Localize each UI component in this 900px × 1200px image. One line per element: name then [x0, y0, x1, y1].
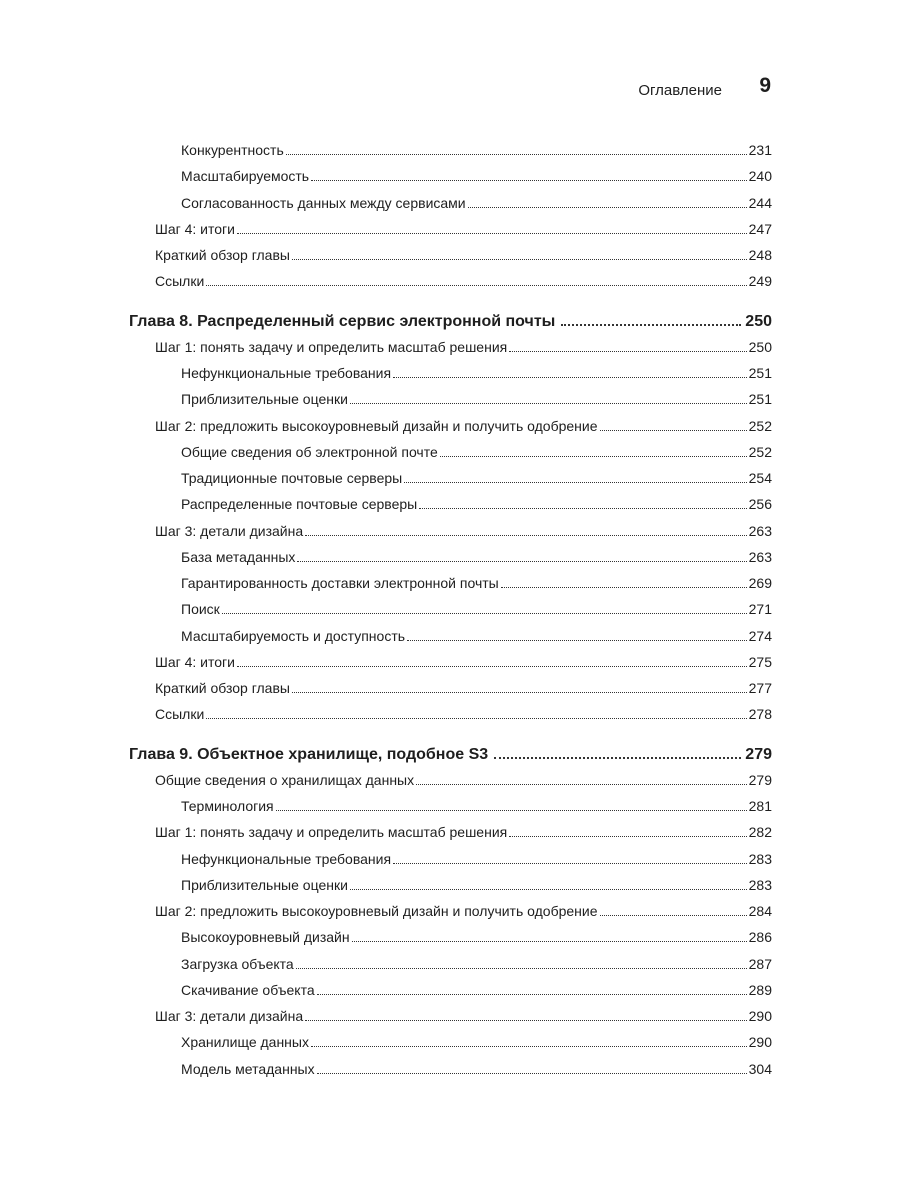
toc-entry-title: Традиционные почтовые серверы — [181, 470, 403, 486]
toc-entry-page: 256 — [748, 496, 772, 513]
toc-entry-title: Общие сведения об электронной почте — [181, 443, 438, 460]
toc-entry-line — [181, 1034, 772, 1050]
toc-entry-line — [155, 221, 772, 237]
toc-entry-title: Загрузка объекта — [181, 955, 294, 972]
toc-entry-title: Конкурентность — [181, 142, 284, 158]
dot-leader — [237, 666, 747, 667]
dot-leader — [600, 430, 747, 431]
toc-entry-page: 263 — [748, 548, 772, 565]
dot-leader — [305, 535, 747, 536]
table-of-contents — [0, 137, 900, 1082]
dot-leader — [311, 1046, 747, 1047]
toc-subsection-entry[interactable] — [0, 190, 900, 216]
toc-subsection-entry[interactable] — [0, 163, 900, 189]
dot-leader — [501, 587, 747, 588]
toc-entry-line — [181, 929, 772, 945]
toc-section-entry[interactable] — [0, 413, 900, 439]
toc-entry-page: 251 — [748, 365, 772, 381]
dot-leader — [276, 810, 747, 811]
toc-subsection-entry[interactable] — [0, 386, 900, 412]
dot-leader — [206, 718, 746, 719]
toc-entry-page: 271 — [748, 601, 772, 618]
dot-leader — [311, 180, 747, 181]
dot-leader — [350, 889, 747, 890]
toc-subsection-entry[interactable] — [0, 1029, 900, 1055]
toc-entry-title: Масштабируемость — [181, 168, 310, 185]
toc-section-entry[interactable] — [0, 819, 900, 845]
toc-subsection-entry[interactable] — [0, 137, 900, 163]
toc-entry-line — [155, 903, 772, 919]
toc-entry-line — [129, 746, 772, 764]
toc-entry-page: 269 — [748, 575, 772, 591]
dot-leader — [237, 233, 747, 234]
dot-leader — [404, 482, 746, 483]
toc-entry-title: Приблизительные оценки — [181, 391, 348, 408]
toc-entry-title: Хранилище данных — [181, 1034, 309, 1051]
toc-section-entry[interactable] — [0, 675, 900, 701]
dot-leader — [292, 259, 747, 260]
toc-subsection-entry[interactable] — [0, 846, 900, 872]
dot-leader — [317, 994, 747, 995]
dot-leader — [222, 613, 747, 614]
toc-subsection-entry[interactable] — [0, 544, 900, 570]
toc-entry-page: 244 — [748, 194, 772, 211]
toc-entry-page: 231 — [748, 142, 772, 158]
toc-entry-page: 250 — [745, 312, 772, 330]
toc-section-entry[interactable] — [0, 898, 900, 924]
toc-entry-page: 284 — [748, 903, 772, 919]
toc-entry-page: 279 — [745, 745, 772, 763]
toc-entry-line — [181, 1061, 772, 1077]
toc-subsection-entry[interactable] — [0, 623, 900, 649]
toc-subsection-entry[interactable] — [0, 977, 900, 1003]
toc-entry-line — [181, 798, 772, 814]
dot-leader — [296, 968, 747, 969]
dot-leader — [419, 508, 746, 509]
toc-entry-title: Скачивание объекта — [181, 981, 315, 998]
toc-entry-page: 252 — [748, 417, 772, 434]
toc-entry-title: Глава 9. Объектное хранилище, подобное S3 — [129, 745, 489, 763]
page-header — [0, 74, 900, 104]
dot-leader — [286, 154, 747, 155]
toc-entry-title: Нефункциональные требования — [181, 850, 392, 867]
toc-entry-title: Ссылки — [155, 706, 205, 723]
toc-entry-line — [181, 496, 772, 512]
toc-section-entry[interactable] — [0, 334, 900, 360]
toc-section-entry[interactable] — [0, 216, 900, 242]
toc-entry-line — [155, 706, 772, 722]
toc-entry-page: 286 — [748, 929, 772, 946]
toc-entry-line — [181, 575, 772, 591]
toc-entry-line — [181, 982, 772, 998]
dot-leader — [297, 561, 746, 562]
toc-entry-line — [155, 418, 772, 434]
toc-entry-title: Шаг 3: детали дизайна — [155, 522, 304, 539]
dot-leader — [509, 351, 746, 352]
toc-chapter-entry[interactable] — [0, 308, 900, 334]
dot-leader — [440, 456, 747, 457]
toc-subsection-entry[interactable] — [0, 793, 900, 819]
dot-leader — [600, 915, 747, 916]
toc-entry-title: Краткий обзор главы — [155, 247, 290, 263]
toc-entry-title: Поиск — [181, 601, 220, 618]
toc-subsection-entry[interactable] — [0, 491, 900, 517]
toc-entry-page: 281 — [748, 798, 772, 814]
toc-entry-title: Общие сведения о хранилищах данных — [155, 771, 415, 788]
dot-leader — [393, 377, 747, 378]
toc-entry-line — [155, 273, 772, 289]
toc-entry-page: 278 — [748, 706, 772, 723]
toc-entry-title: Шаг 1: понять задачу и определить масштаб решения — [155, 338, 508, 355]
dot-leader — [509, 836, 746, 837]
toc-entry-title: Шаг 2: предложить высокоуровневый дизайн и получить одобрение — [155, 417, 598, 434]
toc-entry-line — [181, 365, 772, 381]
toc-entry-page: 304 — [748, 1060, 772, 1077]
toc-section-entry[interactable] — [0, 242, 900, 268]
toc-section-entry[interactable] — [0, 701, 900, 727]
toc-entry-title: Распределенные почтовые серверы — [181, 496, 418, 513]
toc-subsection-entry[interactable] — [0, 951, 900, 977]
toc-entry-line — [181, 851, 772, 867]
toc-entry-title: Шаг 4: итоги — [155, 653, 235, 670]
toc-section-entry[interactable] — [0, 649, 900, 675]
toc-entry-line — [181, 444, 772, 460]
toc-entry-line — [181, 195, 772, 211]
toc-entry-line — [181, 470, 772, 486]
toc-entry-line — [181, 391, 772, 407]
dot-leader — [352, 941, 747, 942]
toc-section-entry[interactable] — [0, 767, 900, 793]
dot-leader — [407, 640, 747, 641]
toc-entry-line — [181, 628, 772, 644]
toc-entry-page: 283 — [748, 876, 772, 893]
page-number: 9 — [759, 74, 771, 97]
toc-section-entry[interactable] — [0, 268, 900, 294]
toc-entry-page: 240 — [748, 168, 772, 185]
toc-subsection-entry[interactable] — [0, 570, 900, 596]
toc-entry-line — [155, 1008, 772, 1024]
toc-subsection-entry[interactable] — [0, 360, 900, 386]
dot-leader — [317, 1073, 747, 1074]
toc-entry-title: Гарантированность доставки электронной почты — [181, 575, 499, 591]
dot-leader — [416, 784, 747, 785]
toc-entry-page: 263 — [748, 522, 772, 539]
toc-entry-page: 283 — [748, 850, 772, 867]
toc-entry-page: 274 — [748, 627, 772, 644]
dot-leader — [561, 324, 741, 326]
dot-leader — [305, 1020, 747, 1021]
toc-entry-title: Шаг 3: детали дизайна — [155, 1008, 304, 1024]
toc-subsection-entry[interactable] — [0, 465, 900, 491]
toc-entry-title: Модель метаданных — [181, 1060, 315, 1077]
toc-entry-title: Глава 8. Распределенный сервис электронной почты — [129, 312, 556, 330]
toc-entry-page: 249 — [748, 273, 772, 290]
toc-entry-title: Высокоуровневый дизайн — [181, 929, 350, 946]
toc-entry-title: База метаданных — [181, 548, 296, 565]
dot-leader — [468, 207, 747, 208]
toc-entry-title: Ссылки — [155, 273, 205, 290]
toc-entry-title: Согласованность данных между сервисами — [181, 194, 466, 211]
toc-entry-title: Масштабируемость и доступность — [181, 627, 406, 644]
toc-subsection-entry[interactable] — [0, 596, 900, 622]
toc-entry-page: 247 — [748, 220, 772, 237]
toc-entry-page: 250 — [748, 338, 772, 355]
toc-entry-page: 252 — [748, 443, 772, 460]
toc-entry-line — [155, 824, 772, 840]
toc-subsection-entry[interactable] — [0, 872, 900, 898]
toc-subsection-entry[interactable] — [0, 924, 900, 950]
toc-entry-page: 290 — [748, 1034, 772, 1051]
toc-entry-line — [181, 877, 772, 893]
dot-leader — [206, 285, 746, 286]
toc-chapter-entry[interactable] — [0, 741, 900, 767]
toc-section-entry[interactable] — [0, 518, 900, 544]
dot-leader — [350, 403, 747, 404]
toc-entry-page: 275 — [748, 653, 772, 670]
toc-entry-page: 251 — [748, 391, 772, 408]
toc-entry-title: Краткий обзор главы — [155, 680, 290, 696]
toc-entry-page: 254 — [748, 470, 772, 486]
toc-entry-line — [155, 247, 772, 263]
toc-entry-page: 248 — [748, 247, 772, 263]
toc-entry-line — [181, 956, 772, 972]
toc-entry-title: Шаг 2: предложить высокоуровневый дизайн и получить одобрение — [155, 903, 598, 919]
toc-entry-line — [129, 313, 772, 331]
toc-subsection-entry[interactable] — [0, 439, 900, 465]
toc-entry-page: 277 — [748, 680, 772, 696]
toc-entry-line — [155, 339, 772, 355]
toc-entry-page: 279 — [748, 771, 772, 788]
toc-entry-page: 289 — [748, 981, 772, 998]
toc-subsection-entry[interactable] — [0, 1056, 900, 1082]
running-title: Оглавление — [638, 82, 722, 99]
toc-entry-title: Приблизительные оценки — [181, 876, 348, 893]
toc-entry-page: 290 — [748, 1008, 772, 1024]
toc-entry-line — [155, 523, 772, 539]
toc-entry-line — [155, 680, 772, 696]
dot-leader — [292, 692, 747, 693]
toc-entry-title: Шаг 4: итоги — [155, 220, 235, 237]
toc-entry-page: 282 — [748, 824, 772, 841]
toc-entry-line — [155, 772, 772, 788]
toc-entry-title: Терминология — [181, 798, 274, 814]
toc-entry-line — [181, 601, 772, 617]
toc-entry-title: Шаг 1: понять задачу и определить масштаб решения — [155, 824, 508, 841]
toc-section-entry[interactable] — [0, 1003, 900, 1029]
toc-entry-line — [155, 654, 772, 670]
toc-entry-line — [181, 168, 772, 184]
toc-entry-line — [181, 142, 772, 158]
dot-leader — [494, 757, 741, 759]
toc-entry-title: Нефункциональные требования — [181, 365, 392, 381]
toc-entry-page: 287 — [748, 955, 772, 972]
toc-entry-line — [181, 549, 772, 565]
dot-leader — [393, 863, 747, 864]
